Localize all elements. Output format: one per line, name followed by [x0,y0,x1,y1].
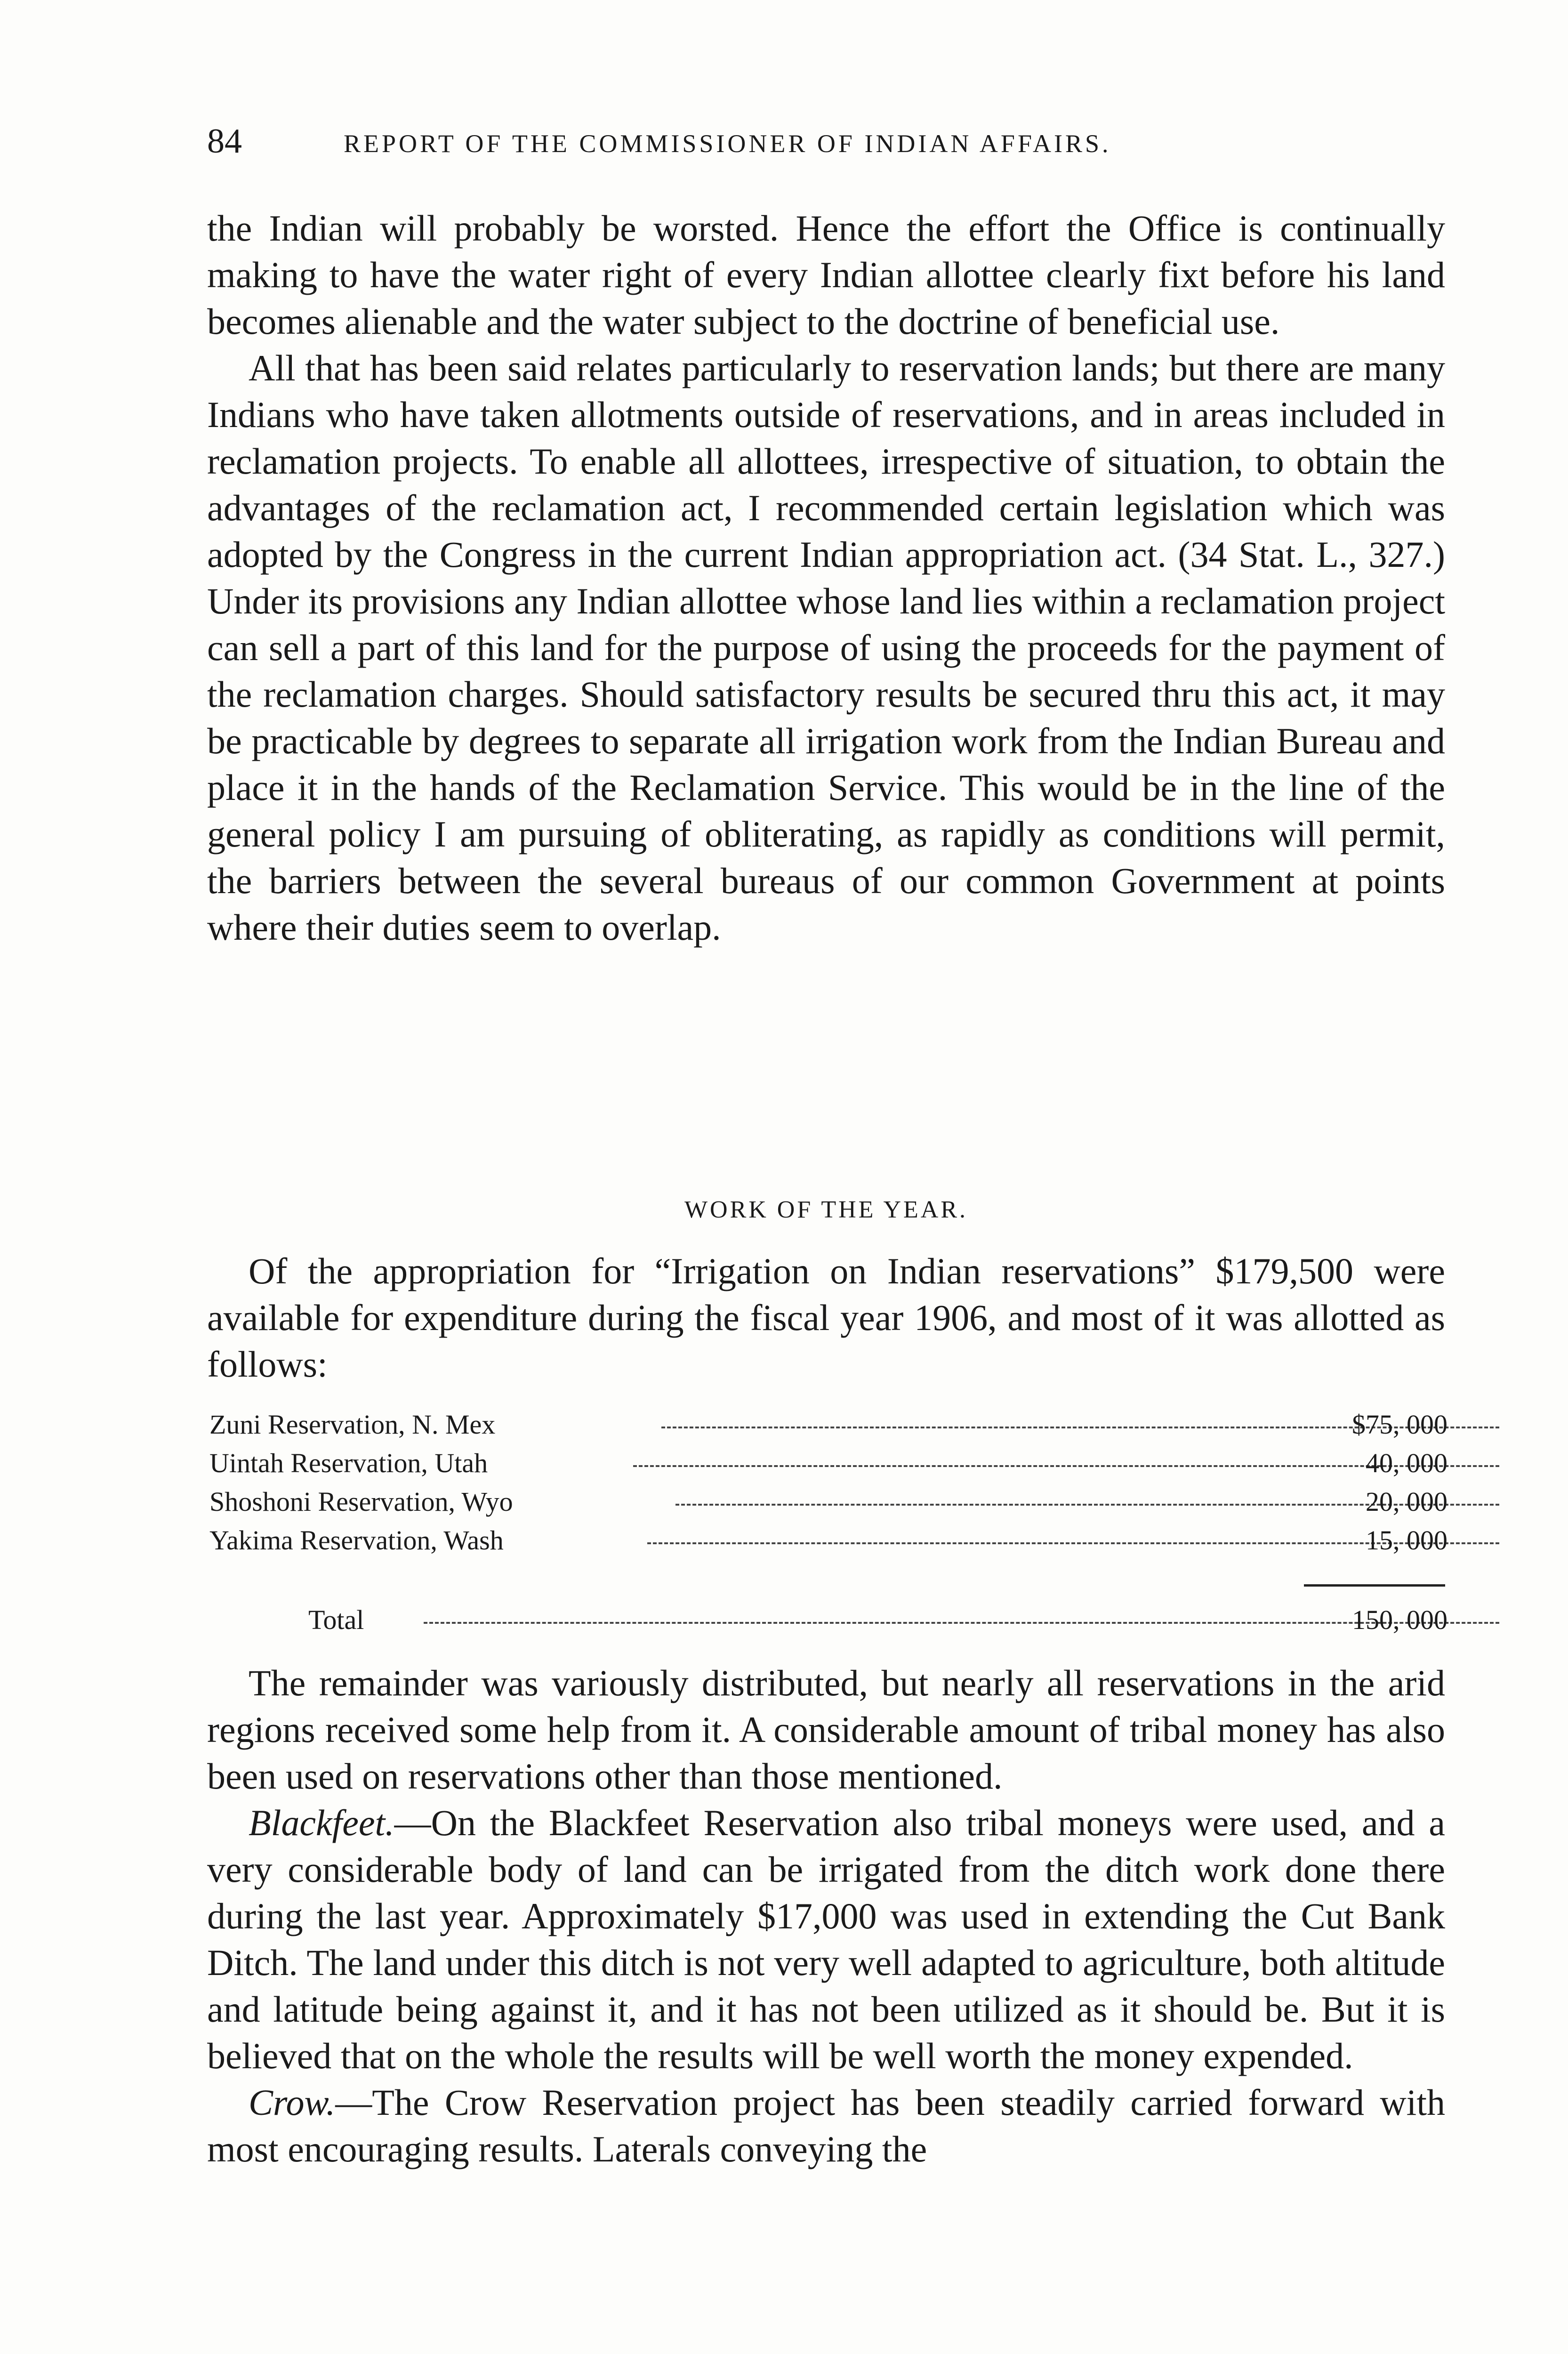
paragraph-1: the Indian will probably be worsted. Hence the effort the Office is continually making to have the water right of every Indian allottee clearly fixt before his land becomes alienable and the water subject to the doctrine of beneficial use. [207,208,1445,342]
paragraph-blackfeet [207,1799,1445,2079]
page-number: 84 [207,122,242,161]
table-row [209,1444,1447,1483]
dot-leader [424,1622,1499,1624]
blackfeet-body: —On the Blackfeet Reservation also tribal moneys were used, and a very considerable body of land can be irrigated from the ditch work done there during the last year. Approximately $17,000 was used in extending the Cut Bank Ditch. The land under this ditch is not very well adapted to agriculture, both altitude and latitude being against it, and it has not been utilized as it should be. But it is believed that on the whole the results will be well worth the money expended. [207,1802,1445,2076]
row-label: Shoshoni Reservation, Wyo [209,1486,513,1517]
total-rule [1304,1584,1445,1587]
row-amount: $75, 000 [1352,1409,1447,1440]
row-label: Zuni Reservation, N. Mex [209,1409,496,1440]
running-title: REPORT OF THE COMMISSIONER OF INDIAN AFFAIRS. [344,129,1111,158]
section-heading: WORK OF THE YEAR. [684,1196,968,1223]
row-label: Yakima Reservation, Wash [209,1525,504,1556]
closing-paragraphs [207,1660,1445,2172]
blackfeet-lead: Blackfeet. [249,1802,394,1843]
total-amount: 150, 000 [1352,1604,1447,1635]
paragraph-4: The remainder was variously distributed, but nearly all reservations in the arid regions received some help from it. A considerable amount of tribal money has also been used on reservations other than those mentioned. [207,1662,1445,1797]
row-label: Uintah Reservation, Utah [209,1448,488,1478]
row-amount: 20, 000 [1366,1486,1447,1517]
page-header [207,120,1445,162]
paragraph-2: All that has been said relates particularly to reservation lands; but there are many Indians who have taken allotments outside of reservations, and in areas included in reclamation projects. To enable all allottees, irrespective of situation, to obtain the advantages of the reclamation act, I recommended certain legislation which was adopted by the Congress in the current Indian appropriation act. (34 Stat. L., 327.) Under its provisions any Indian allottee whose land lies within a reclamation project can sell a part of this land for the purpose of using the proceeds for the payment of the reclamation charges. Should satisfactory results be secured thru this act, it may be practicable by degrees to separate all irrigation work from the Indian Bureau and place it in the hands of the Reclamation Service. This would be in the line of the general policy I am pursuing of obliterating, as rapidly as conditions will permit, the barriers between the several bureaus of our common Government at points where their duties seem to overlap. [207,347,1445,948]
table-row [209,1521,1447,1560]
crow-lead: Crow. [249,2082,336,2123]
appropriation-intro [207,1248,1445,1387]
crow-body: —The Crow Reservation project has been steadily carried forward with most encouraging results. Laterals conveying the [207,2082,1445,2169]
table-row [209,1483,1447,1521]
total-label: Total [308,1604,364,1635]
table-row [209,1405,1447,1444]
row-amount: 15, 000 [1366,1525,1447,1556]
row-amount: 40, 000 [1366,1448,1447,1478]
paragraph-3: Of the appropriation for “Irrigation on Indian reservations” $179,500 were available for expenditure during the fiscal year 1906, and most of it was allotted as follows: [207,1250,1445,1385]
allotment-table [209,1405,1447,1560]
paragraph-crow [207,2079,1445,2172]
total-row [209,1601,1447,1639]
paragraph-continuation [207,205,1445,951]
